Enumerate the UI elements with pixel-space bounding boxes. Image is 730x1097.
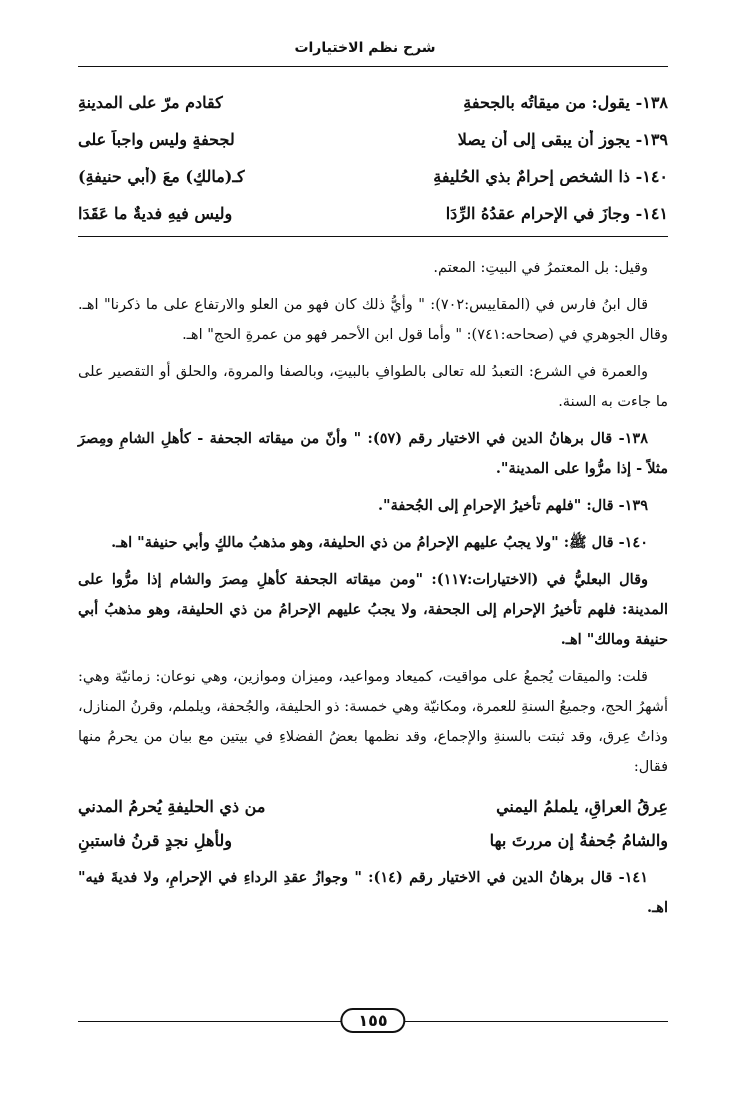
paragraph: والعمرة في الشرع: التعبدُ لله تعالى بالطوافِ بالبيتِ، وبالصفا والمروة، والحلق أو التقصير على ما جاءت به السنة.: [78, 364, 668, 410]
paragraph: قلت: والميقات يُجمعُ على مواقيت، كميعاد ومواعيد، وميزان وموازين، وهي نوعان: زمانيّة وهي: أشهرُ الحج، وجميعُ السنةِ للعمرة، ومكانيّة وهي خمسة: ذو الحليفة، والجُحفة، ويلملم، وقرنُ المنازل، وذاتُ عِرق، وقد ثبتت بالسنةِ والإجماع، وقد نظمها بعضُ الفضلاءِ في بيتين مع بيان من يحرمُ منها فقال:: [78, 669, 668, 775]
poem-second-hemistich: من ذي الحليفةِ يُحرمُ المدني: [78, 796, 266, 816]
verse-line: [78, 84, 668, 121]
verse-second-hemistich: لجحفةٍ وليس واجباً على: [78, 130, 235, 149]
poem-second-hemistich: ولأهلِ نجدٍ قرنُ فاستبنِ: [78, 830, 232, 850]
poem-first-hemistich: والشامُ جُحفةُ إن مررتَ بها: [489, 830, 668, 850]
verse-second-hemistich: كقادمٍ مرّ على المدينةِ: [78, 93, 223, 112]
verse-second-hemistich: كـ(مالكٍ) معَ (أبي حنيفةِ): [78, 167, 245, 186]
paragraph: ١٣٩- قال: "فلهم تأخيرُ الإحرامِ إلى الجُحفة".: [377, 497, 648, 514]
page-footer: [78, 1006, 668, 1036]
verses-rule: [78, 236, 668, 237]
paragraph: وقيل: بل المعتمرُ في البيتِ: المعتم.: [433, 260, 648, 276]
verse-first-hemistich: ١٤٠- ذا الشخصِ إحرامٌ بذي الحُليفةِ: [433, 167, 668, 186]
closing-paragraph: ١٤١- قال برهانُ الدين في الاختيار رقم (١٤): " وجوازُ عقدِ الرداءِ في الإحرامِ، ولا فديةَ فيه" اهـ.: [78, 869, 668, 916]
verse-table: [78, 84, 668, 232]
paragraph: قال ابنُ فارس في (المقاييس:٧٠٢): " وأيُّ ذلك كان فهو من العلو والارتفاع على ما ذكرنا" اهـ. وقال الجوهري في (صحاحه:٧٤١): " وأما قول ابن الأحمر فهو من عمرةِ الحج" اهـ.: [78, 297, 668, 343]
running-header: شرح نظم الاختيارات: [294, 40, 436, 56]
poem-line: [78, 789, 668, 823]
verse-first-hemistich: ١٣٨- يقول: من ميقاتُه بالجحفةِ: [463, 93, 668, 112]
commentary-body: [78, 253, 668, 930]
paragraph: ١٣٨- قال برهانُ الدين في الاختيار رقم (٥٧): " وأنّ من ميقاته الجحفة - كأهلِ الشامِ ومِصرَ مثلاً - إذا مرُّوا على المدينة".: [78, 430, 668, 477]
verse-line: [78, 195, 668, 232]
verse-line: [78, 158, 668, 195]
verse-line: [78, 121, 668, 158]
paragraph: وقال البعليُّ في (الاختيارات:١١٧): "ومن ميقاته الجحفة كأهلِ مِصرَ والشام إذا مرُّوا على المدينة: فلهم تأخيرُ الإحرام إلى الجحفة، ولا يجبُ عليهم الإحرامُ من ذي الحليفة، وهو مذهبُ أبي حنيفة ومالك" اهـ.: [78, 571, 668, 648]
verse-first-hemistich: ١٣٩- يجوز أن يبقى إلى أن يصلا: [457, 130, 668, 149]
page-number: ١٥٥: [340, 1008, 405, 1033]
paragraph: ١٤٠- قال ﷺ: "ولا يجبُ عليهم الإحرامُ من ذي الحليفة، وهو مذهبُ مالكٍ وأبي حنيفة" اهـ.: [111, 534, 648, 551]
poem-line: [78, 823, 668, 857]
poem-first-hemistich: عِرقُ العراقِ، يلملمُ اليمني: [496, 796, 668, 816]
verse-first-hemistich: ١٤١- وجازَ في الإحرامِ عقدُهُ الرِّدَا: [445, 204, 668, 223]
header-rule: [78, 66, 668, 67]
verse-second-hemistich: وليس فيهِ فديةٌ ما عَقَدَا: [78, 204, 233, 223]
